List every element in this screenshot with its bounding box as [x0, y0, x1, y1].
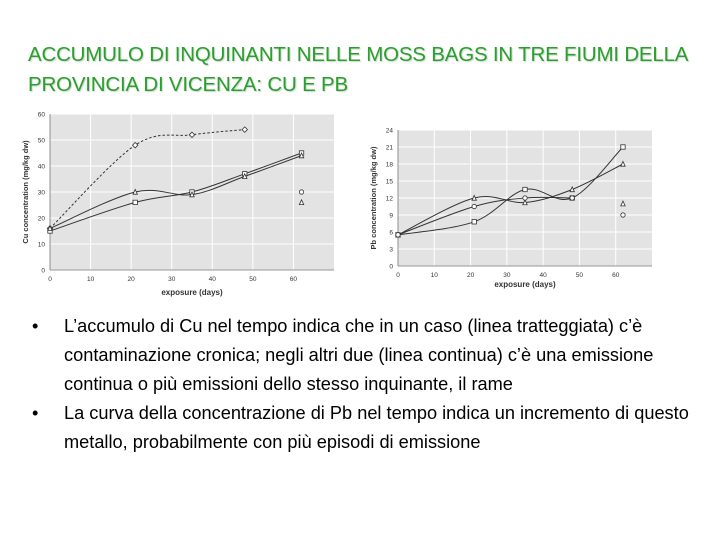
x-tick-label: 60	[612, 272, 620, 279]
bullet-list	[30, 312, 690, 457]
slide-title: ACCUMULO DI INQUINANTI NELLE MOSS BAGS IN TRE FIUMI DELLA PROVINCIA DI VICENZA: CU E PB	[28, 43, 688, 96]
chart-svg	[368, 108, 658, 290]
data-point-square	[133, 200, 137, 204]
x-tick-label: 30	[168, 276, 176, 283]
x-tick-label: 0	[396, 272, 400, 279]
x-tick-label: 10	[86, 276, 95, 283]
chart-svg	[20, 108, 340, 298]
x-tick-label: 50	[249, 276, 257, 283]
data-point-square	[621, 145, 625, 149]
x-tick-label: 10	[430, 272, 438, 279]
y-tick-label: 60	[37, 111, 45, 119]
y-axis-label: Cu concentration (mg/kg dw)	[21, 140, 30, 244]
pb-concentration-chart	[368, 108, 658, 290]
y-tick-label: 3	[389, 246, 393, 254]
bullet-item-pb	[30, 399, 690, 457]
bullet-text-cu: L’accumulo di Cu nel tempo indica che in un caso (linea tratteggiata) c’è contaminazione cronica; negli altri due (linea continua) c’è una emissione continua o più emissioni dello stesso inquinante, il rame	[64, 316, 654, 394]
y-tick-label: 6	[389, 229, 393, 237]
y-tick-label: 12	[385, 195, 393, 203]
y-tick-label: 15	[385, 178, 393, 186]
x-tick-label: 50	[575, 272, 584, 279]
data-point-circle	[523, 196, 527, 200]
y-tick-label: 40	[37, 163, 45, 171]
x-tick-label: 0	[48, 276, 52, 283]
data-point-square	[523, 187, 527, 191]
x-tick-label: 20	[127, 276, 135, 283]
y-tick-label: 21	[385, 144, 393, 152]
x-tick-label: 40	[208, 276, 216, 283]
x-tick-label: 20	[466, 272, 475, 279]
data-point-circle	[299, 190, 303, 194]
y-axis-label: Pb concentration (mg/kg dw)	[369, 146, 378, 250]
bullet-text-pb: La curva della concentrazione di Pb nel tempo indica un incremento di questo metallo, probabilmente con più episodi di emissione	[64, 403, 689, 452]
y-tick-label: 9	[389, 212, 393, 220]
x-tick-label: 40	[539, 272, 547, 279]
data-point-square	[472, 220, 476, 224]
y-tick-label: 18	[385, 161, 393, 169]
x-axis-label: exposure (days)	[494, 280, 556, 289]
bullet-dot: •	[32, 316, 39, 336]
data-point-circle	[396, 233, 400, 237]
bullet-item-cu	[30, 312, 690, 399]
data-point-circle	[621, 213, 625, 217]
data-point-circle	[570, 196, 574, 200]
y-tick-label: 10	[37, 241, 45, 249]
x-axis-label: exposure (days)	[161, 288, 223, 297]
y-tick-label: 24	[385, 127, 393, 135]
cu-concentration-chart	[20, 108, 340, 298]
y-tick-label: 0	[41, 267, 45, 275]
bullet-dot: •	[32, 403, 39, 423]
x-tick-label: 30	[503, 272, 511, 279]
x-tick-label: 60	[289, 276, 298, 283]
y-tick-label: 50	[37, 137, 45, 145]
y-tick-label: 20	[37, 215, 45, 223]
data-point-circle	[472, 204, 476, 208]
y-tick-label: 30	[37, 189, 45, 197]
y-tick-label: 0	[389, 263, 393, 271]
